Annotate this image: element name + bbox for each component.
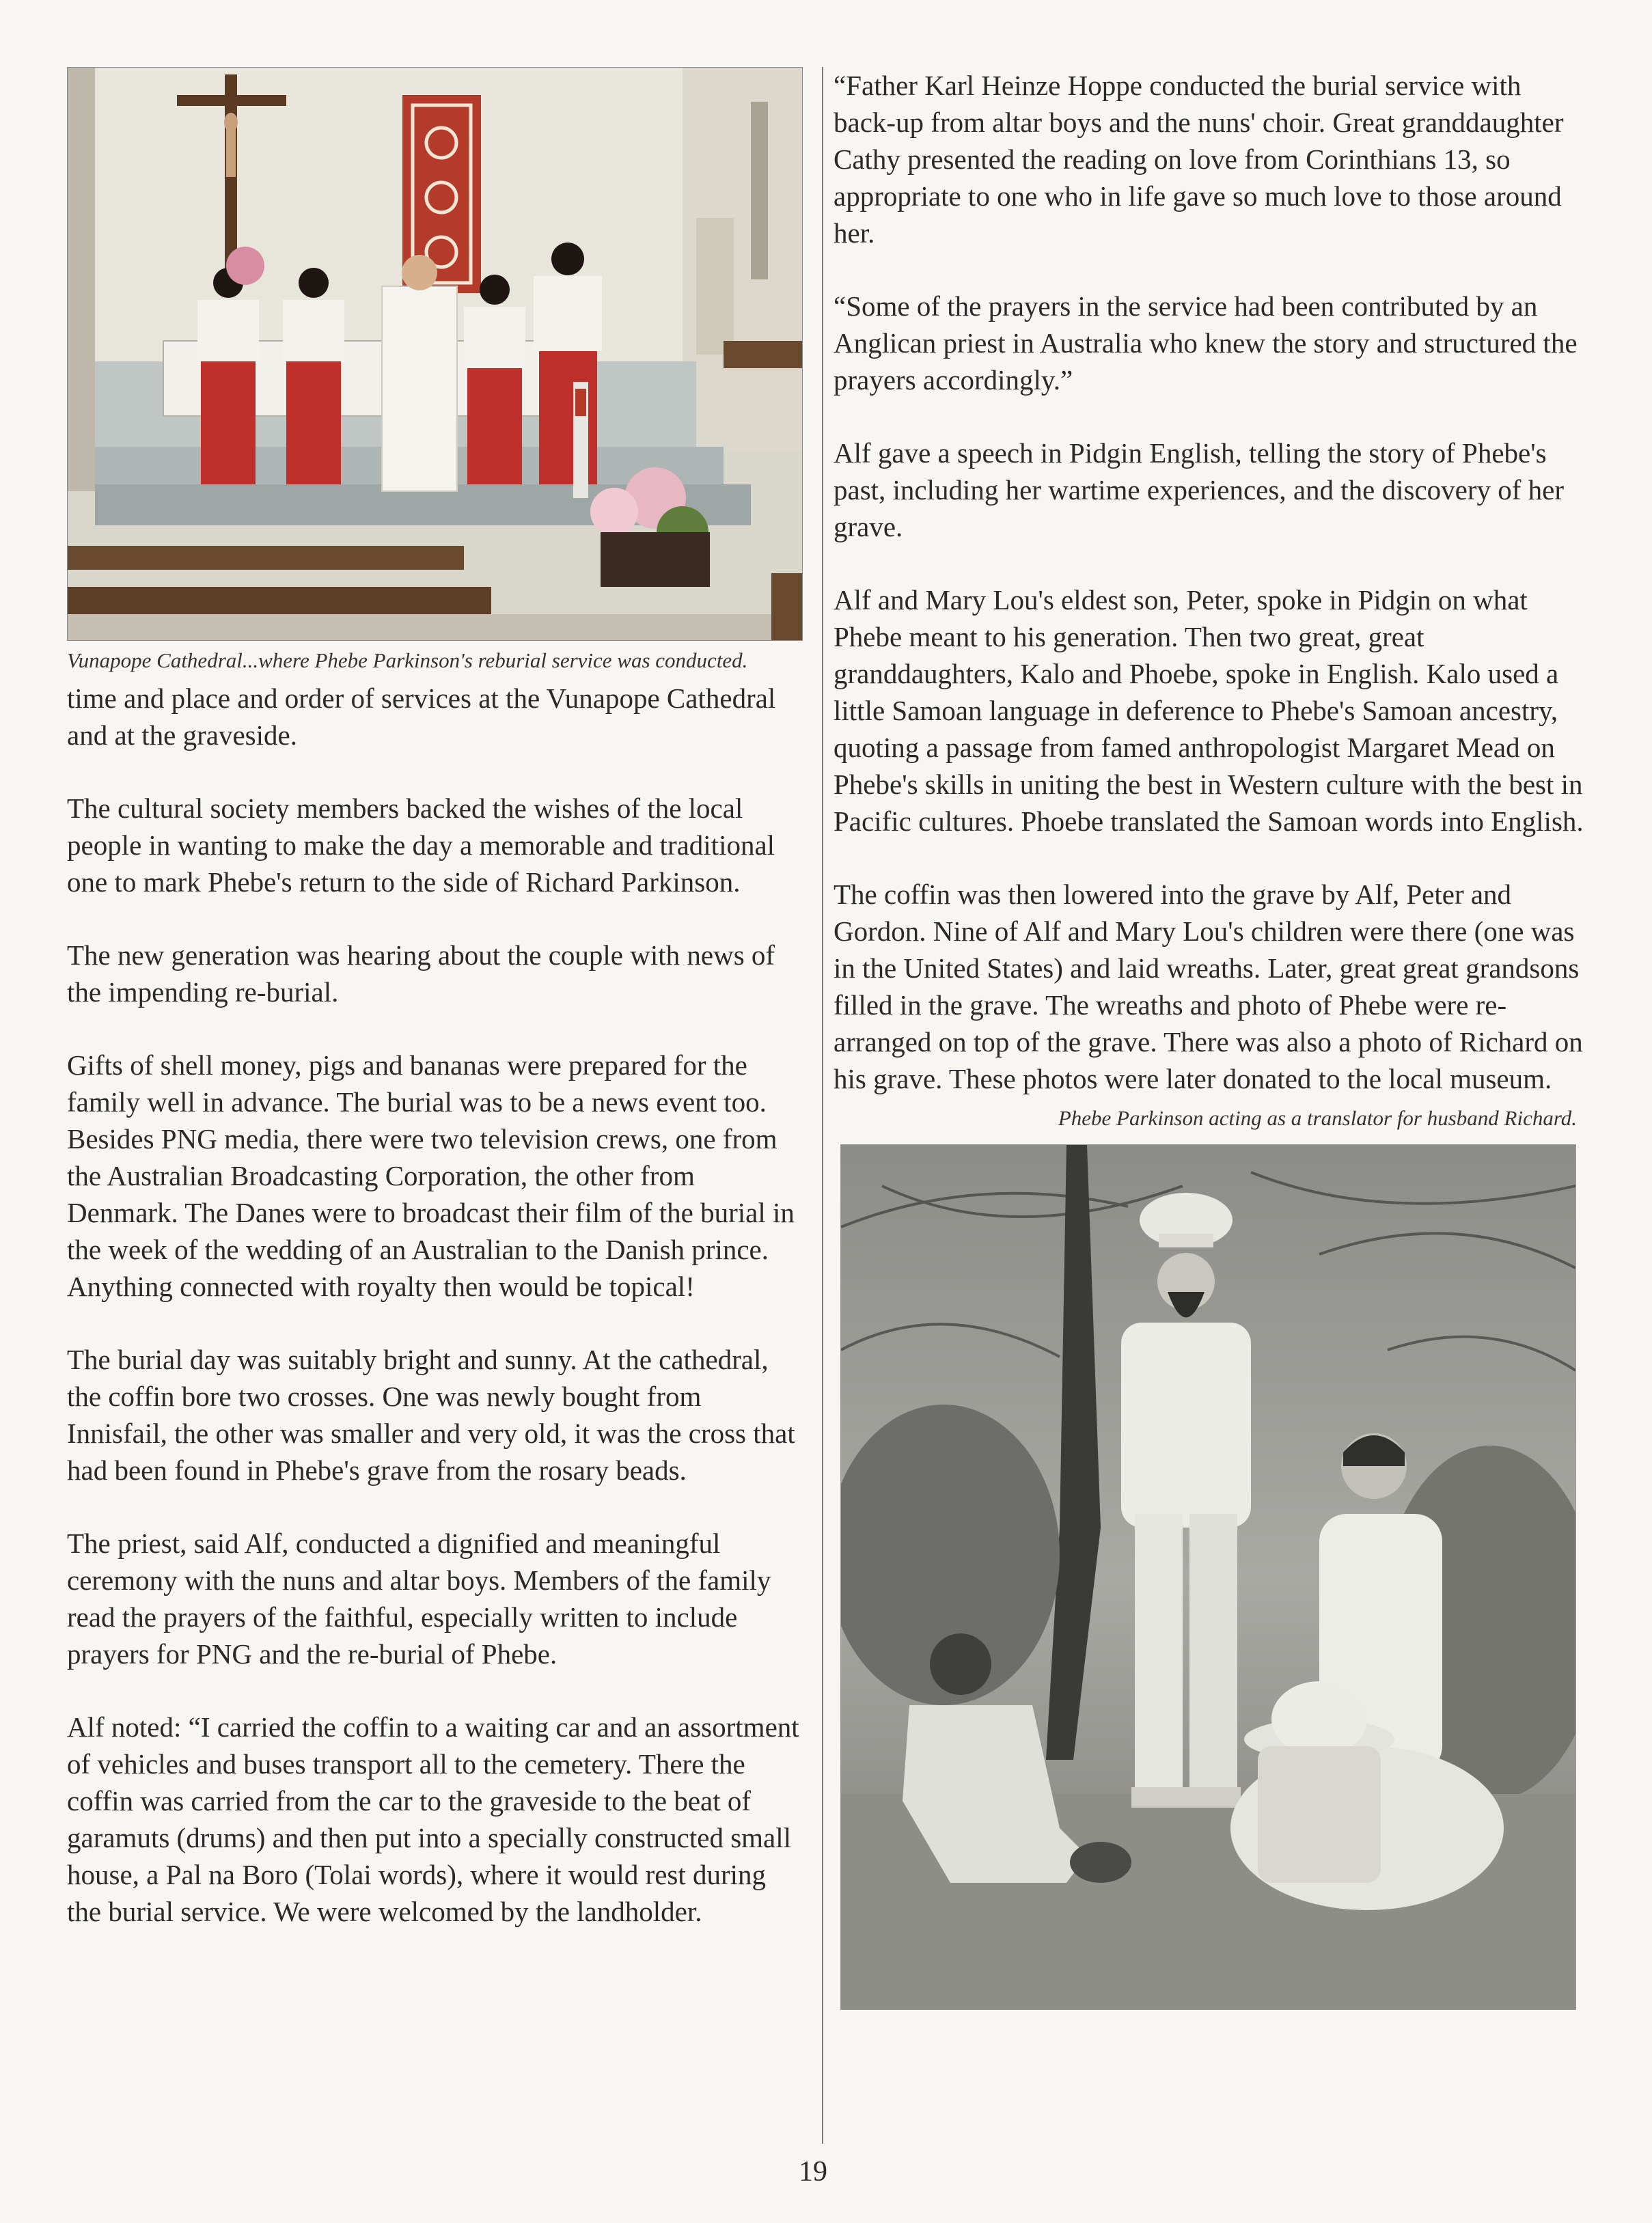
page-number: 19 (799, 2156, 827, 2187)
left-column (67, 67, 805, 1966)
left-paragraph-4: Gifts of shell money, pigs and bananas were prepared for the family well in advance. The burial was to be a news event too. Besides PNG media, there were two television crews, one from the Australian Broadcasting Corporation, the other from Denmark. The Danes were to broadcast their film of the burial in the week of the wedding of an Australian to the Danish prince. Anything connected with royalty then would be topical! (67, 1049, 795, 1303)
left-paragraph-3: The new generation was hearing about the couple with news of the impending re-burial. (67, 939, 775, 1008)
left-paragraph-1: time and place and order of services at the Vunapope Cathedral and at the graveside. (67, 682, 776, 751)
cathedral-photo (67, 67, 803, 641)
historic-photo (840, 1144, 1576, 2010)
right-paragraph-1: “Father Karl Heinze Hoppe conducted the burial service with back-up from altar boys and the nuns' choir. Great granddaughter Cathy presented the reading on love from Corinthians 13, so appropriate to one who in life gave so much love to those around her. (834, 70, 1564, 249)
cathedral-photo-caption: Vunapope Cathedral...where Phebe Parkinson's reburial service was conducted. (67, 648, 748, 672)
left-paragraph-6: The priest, said Alf, conducted a dignified and meaningful ceremony with the nuns and altar boys. Members of the family read the prayers of the faithful, especially written to include prayers for PNG and the re-burial of Phebe. (67, 1528, 771, 1670)
column-divider (822, 67, 823, 2144)
right-paragraph-2: “Some of the prayers in the service had been contributed by an Anglican priest in Australia who knew the story and structured the prayers accordingly.” (834, 290, 1578, 396)
left-paragraph-7: Alf noted: “I carried the coffin to a waiting car and an assortment of vehicles and buses transport all to the cemetery. There the coffin was carried from the car to the graveside to the beat of garamuts (drums) and then put into a specially constructed small house, a Pal na Boro (Tolai words), where it would rest during the burial service. We were welcomed by the landholder. (67, 1711, 799, 1928)
left-paragraph-5: The burial day was suitably bright and sunny. At the cathedral, the coffin bore two crosses. One was newly bought from Innisfail, the other was smaller and very old, it was the cross that had been found in Phebe's grave from the rosary beads. (67, 1344, 795, 1487)
right-paragraph-5: The coffin was then lowered into the grave by Alf, Peter and Gordon. Nine of Alf and Mary Lou's children were there (one was in the United States) and laid wreaths. Later, great great grandsons filled in the grave. The wreaths and photo of Phebe were re-arranged on top of the grave. There was also a photo of Richard on his grave. These photos were later donated to the local museum. (834, 879, 1583, 1094)
right-paragraph-3: Alf gave a speech in Pidgin English, telling the story of Phebe's past, including her wartime experiences, and the discovery of her grave. (834, 437, 1565, 542)
left-paragraph-2: The cultural society members backed the wishes of the local people in wanting to make the day a memorable and traditional one to mark Phebe's return to the side of Richard Parkinson. (67, 792, 775, 898)
right-column (834, 67, 1585, 2010)
historic-photo-caption: Phebe Parkinson acting as a translator for husband Richard. (1058, 1106, 1577, 1130)
right-paragraph-4: Alf and Mary Lou's eldest son, Peter, spoke in Pidgin on what Phebe meant to his generation. Then two great, great granddaughters, Kalo and Phoebe, spoke in English. Kalo used a little Samoan language in deference to Phebe's Samoan ancestry, quoting a passage from famed anthropologist Margaret Mead on Phebe's skills in uniting the best in Western culture with the best in Pacific cultures. Phoebe translated the Samoan words into English. (834, 584, 1584, 837)
